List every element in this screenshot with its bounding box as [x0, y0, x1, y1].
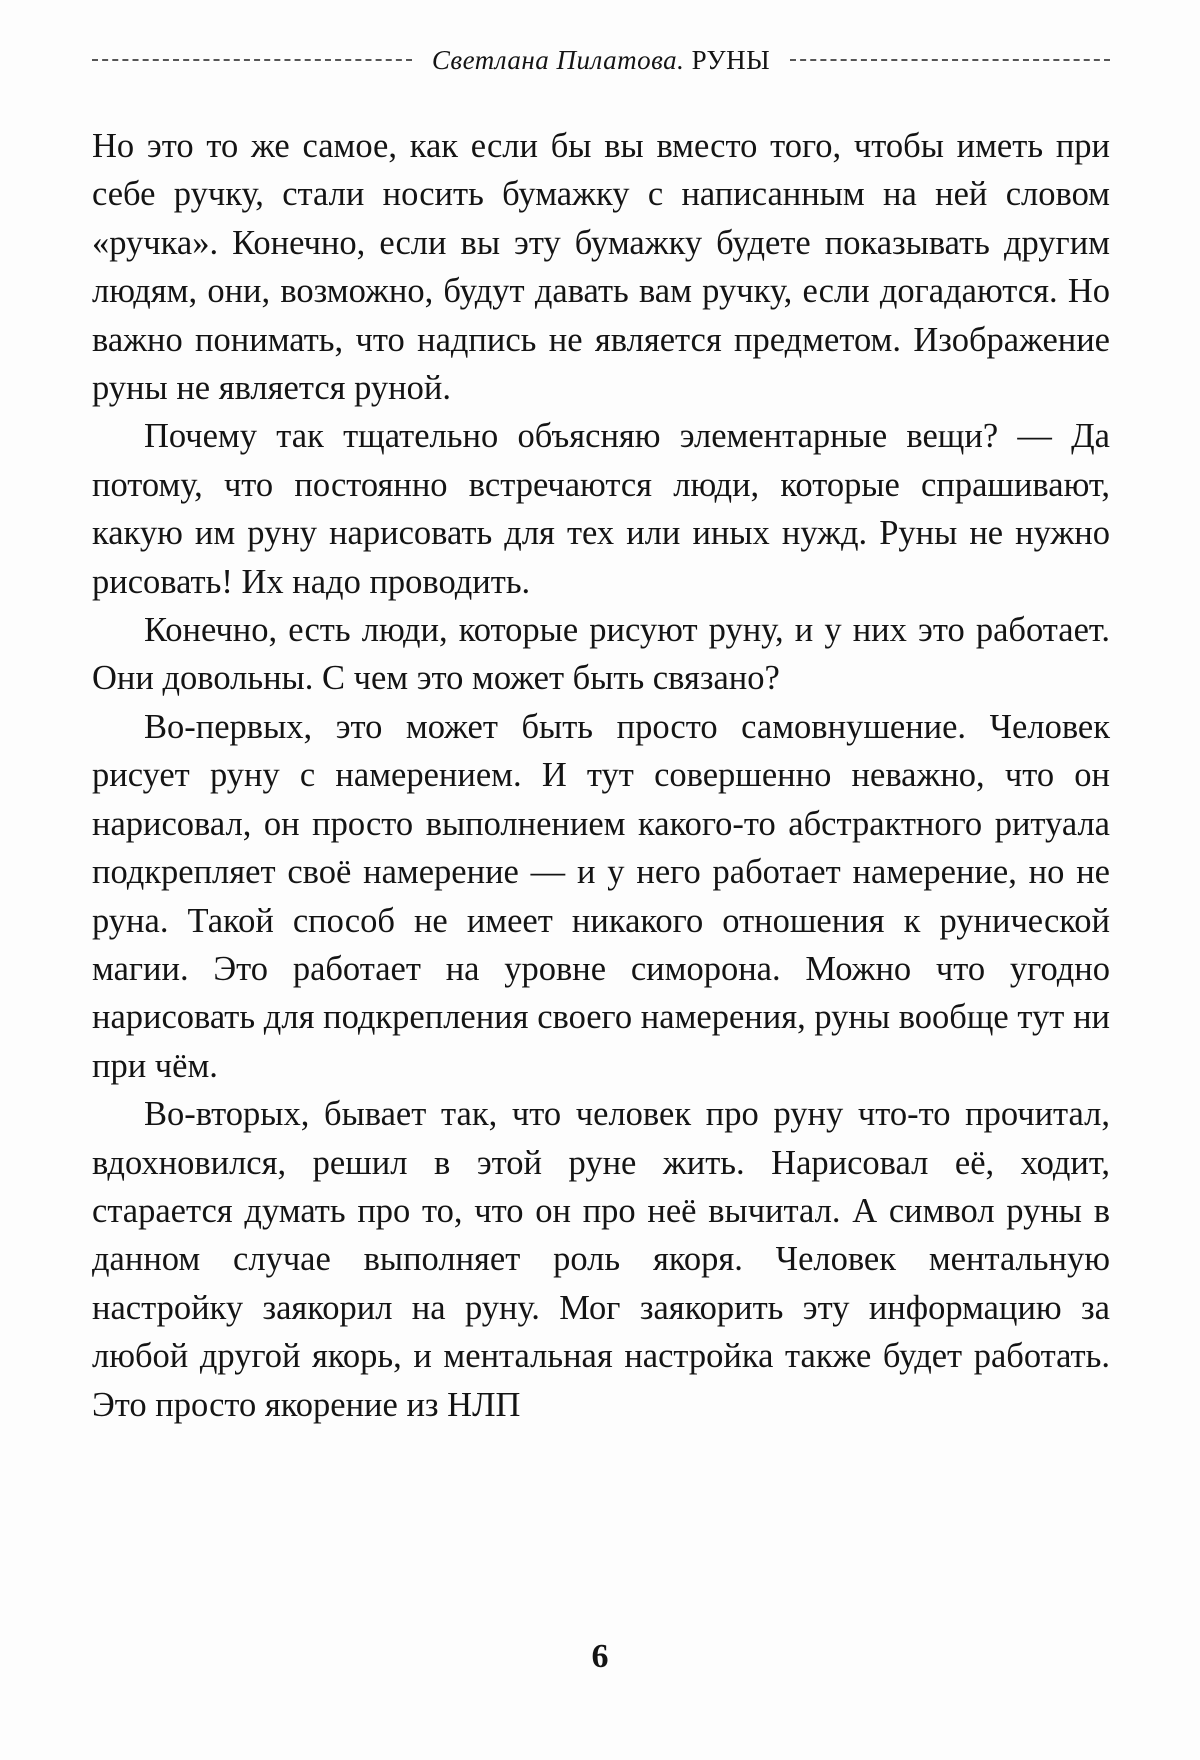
header-title: РУНЫ	[691, 44, 771, 75]
header-text	[412, 45, 790, 76]
paragraph-3: Конечно, есть люди, которые рисуют руну, и у них это работает. Они довольны. С чем это может быть связано?	[92, 611, 1110, 698]
header-author: Светлана Пилатова.	[431, 44, 685, 75]
page-number: 6	[591, 1638, 609, 1675]
paragraph-5: Во-вторых, бывает так, что человек про руну что-то прочитал, вдохновился, решил в этой руне жить. Нарисовал её, ходит, старается думать про то, что он про неё вычитал. А символ руны в данном случае выполняет роль якоря. Человек ментальную настройку заякорил на руну. Мог заякорить эту информацию за любой другой якорь, и ментальная настройка также будет работать. Это просто якорение из НЛП	[92, 1095, 1110, 1424]
running-header	[92, 38, 1110, 82]
body-text	[92, 122, 1110, 1429]
paragraph-4: Во-первых, это может быть просто самовнушение. Человек рисует руну с намерением. И тут совершенно неважно, что он нарисовал, он просто выполнением какого-то абстрактного ритуала подкрепляет своё намерение — и у него работает намерение, но не руна. Такой способ не имеет никакого отношения к рунической магии. Это работает на уровне симорона. Можно что угодно нарисовать для подкрепления своего намерения, руны вообще тут ни при чём.	[92, 707, 1110, 1085]
header-rule-left	[92, 59, 412, 61]
paragraph-1: Но это то же самое, как если бы вы вместо того, чтобы иметь при себе ручку, стали носить бумажку с написанным на ней словом «ручка». Конечно, если вы эту бумажку будете показывать другим людям, они, возможно, будут давать вам ручку, если догадаются. Но важно понимать, что надпись не является предметом. Изображение руны не является руной.	[92, 127, 1110, 408]
paragraph-2: Почему так тщательно объясняю элементарные вещи? — Да потому, что постоянно встречаются люди, которые спрашивают, какую им руну нарисовать для тех или иных нужд. Руны не нужно рисовать! Их надо проводить.	[92, 417, 1110, 601]
header-rule-right	[790, 59, 1110, 61]
